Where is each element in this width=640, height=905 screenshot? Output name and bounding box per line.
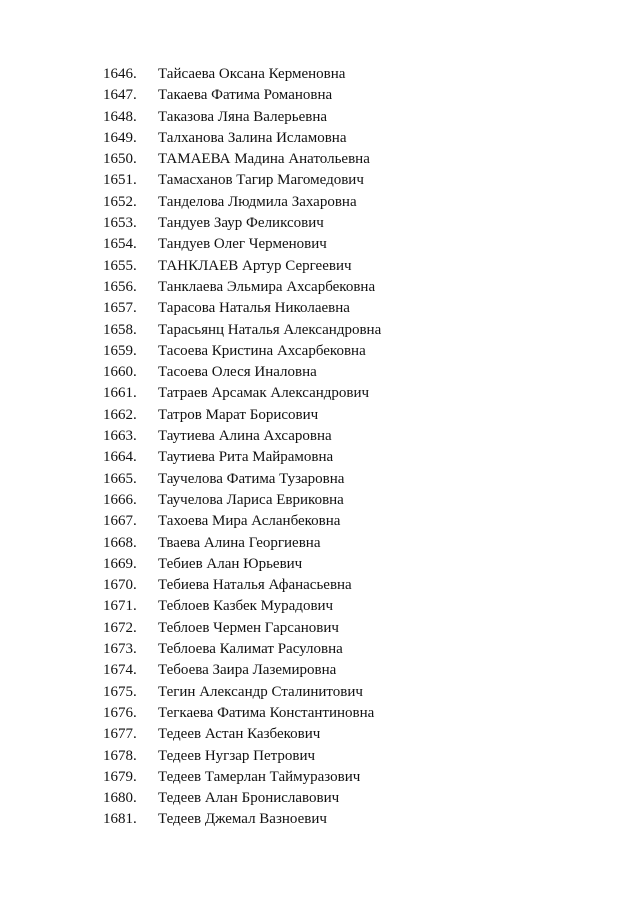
list-item [0, 320, 640, 341]
list-item [0, 426, 640, 447]
entry-name: Татраев Арсамак Александрович [158, 385, 370, 402]
entry-name: Таутиева Рита Майрамовна [158, 449, 334, 466]
entry-name: Тедеев Джемал Вазноевич [158, 811, 327, 828]
entry-name: Танклаева Эльмира Ахсарбековна [158, 278, 376, 295]
entry-number: 1650. [103, 151, 137, 168]
entry-number: 1663. [103, 428, 137, 445]
list-item [0, 85, 640, 106]
entry-number: 1664. [103, 449, 137, 466]
entry-number: 1665. [103, 470, 137, 487]
entry-name: Тедеев Тамерлан Таймуразович [158, 768, 361, 785]
list-item [0, 107, 640, 128]
list-item [0, 724, 640, 745]
entry-name: Тандуев Заур Феликсович [158, 215, 324, 232]
list-item [0, 447, 640, 468]
entry-name: Тасоева Олеся Иналовна [158, 364, 317, 381]
entry-name: Таучелова Фатима Тузаровна [158, 470, 345, 487]
entry-number: 1673. [103, 641, 137, 658]
entry-number: 1648. [103, 108, 137, 125]
entry-name: Тамасханов Тагир Магомедович [158, 172, 364, 189]
list-item [0, 234, 640, 255]
list-item [0, 298, 640, 319]
entry-number: 1647. [103, 87, 137, 104]
list-item [0, 213, 640, 234]
list-item [0, 341, 640, 362]
entry-number: 1669. [103, 555, 137, 572]
entry-name: Тедеев Алан Брониславович [158, 790, 340, 807]
entry-name: Тарасова Наталья Николаевна [158, 300, 350, 317]
entry-name: Теблоева Калимат Расуловна [158, 641, 343, 658]
entry-name: Теблоев Чермен Гарсанович [158, 619, 339, 636]
entry-number: 1654. [103, 236, 137, 253]
list-item [0, 767, 640, 788]
list-item [0, 64, 640, 85]
entry-number: 1667. [103, 513, 137, 530]
entry-name: Таказова Ляна Валерьевна [158, 108, 328, 125]
list-item [0, 554, 640, 575]
entry-name: Тваева Алина Георгиевна [158, 534, 321, 551]
list-item [0, 682, 640, 703]
list-item [0, 170, 640, 191]
list-item [0, 405, 640, 426]
list-item [0, 575, 640, 596]
entry-number: 1649. [103, 129, 137, 146]
entry-name: Тандуев Олег Черменович [158, 236, 327, 253]
list-item [0, 256, 640, 277]
entry-number: 1679. [103, 768, 137, 785]
entry-number: 1651. [103, 172, 137, 189]
entry-number: 1668. [103, 534, 137, 551]
list-item [0, 660, 640, 681]
list-item [0, 746, 640, 767]
entry-number: 1660. [103, 364, 137, 381]
entry-number: 1672. [103, 619, 137, 636]
entry-name: ТАМАЕВА Мадина Анатольевна [158, 151, 370, 168]
entry-number: 1657. [103, 300, 137, 317]
entry-name: Такаева Фатима Романовна [158, 87, 333, 104]
list-item [0, 362, 640, 383]
entry-number: 1674. [103, 662, 137, 679]
entry-number: 1655. [103, 257, 137, 274]
entry-name: Тахоева Мира Асланбековна [158, 513, 341, 530]
list-item [0, 596, 640, 617]
list-item [0, 809, 640, 830]
entry-name: Тасоева Кристина Ахсарбековна [158, 342, 366, 359]
entry-number: 1646. [103, 66, 137, 82]
entry-name: Таучелова Лариса Евриковна [158, 491, 344, 508]
entry-name: ТАНКЛАЕВ Артур Сергеевич [158, 257, 352, 274]
entry-number: 1671. [103, 598, 137, 615]
entry-number: 1676. [103, 704, 137, 721]
entry-number: 1670. [103, 577, 137, 594]
list-item [0, 788, 640, 809]
entry-name: Татров Марат Борисович [158, 406, 319, 423]
entry-name: Тайсаева Оксана Керменовна [158, 66, 346, 82]
entry-name: Таутиева Алина Ахсаровна [158, 428, 332, 445]
entry-name: Тебиева Наталья Афанасьевна [158, 577, 352, 594]
entry-name: Теблоев Казбек Мурадович [158, 598, 334, 615]
entry-name: Тедеев Нугзар Петрович [158, 747, 316, 764]
entry-name: Тебоева Заира Лаземировна [158, 662, 337, 679]
entry-number: 1662. [103, 406, 137, 423]
list-item [0, 703, 640, 724]
name-list [0, 64, 640, 831]
entry-number: 1680. [103, 790, 137, 807]
list-item [0, 490, 640, 511]
entry-number: 1675. [103, 683, 137, 700]
list-item [0, 128, 640, 149]
entry-number: 1659. [103, 342, 137, 359]
entry-number: 1653. [103, 215, 137, 232]
list-item [0, 639, 640, 660]
list-item [0, 192, 640, 213]
entry-number: 1678. [103, 747, 137, 764]
entry-name: Талханова Залина Исламовна [158, 129, 347, 146]
list-item [0, 469, 640, 490]
list-item [0, 383, 640, 404]
entry-name: Тегин Александр Сталинитович [158, 683, 363, 700]
entry-number: 1652. [103, 193, 137, 210]
list-item [0, 277, 640, 298]
list-item [0, 533, 640, 554]
entry-name: Танделова Людмила Захаровна [158, 193, 357, 210]
entry-name: Тебиев Алан Юрьевич [158, 555, 303, 572]
list-item [0, 618, 640, 639]
list-item [0, 149, 640, 170]
entry-number: 1661. [103, 385, 137, 402]
list-item [0, 511, 640, 532]
entry-name: Тегкаева Фатима Константиновна [158, 704, 375, 721]
entry-number: 1658. [103, 321, 137, 338]
entry-number: 1681. [103, 811, 137, 828]
entry-name: Тедеев Астан Казбекович [158, 726, 321, 743]
entry-number: 1677. [103, 726, 137, 743]
entry-name: Тарасьянц Наталья Александровна [158, 321, 382, 338]
entry-number: 1656. [103, 278, 137, 295]
entry-number: 1666. [103, 491, 137, 508]
